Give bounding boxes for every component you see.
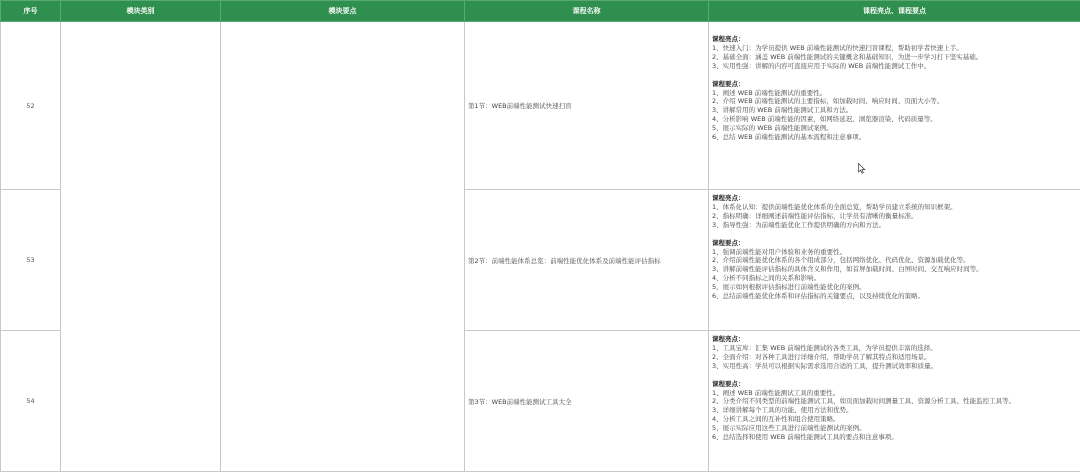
header-row — [1, 1, 1080, 22]
course-detail-cell — [709, 331, 1080, 472]
point-line: 4、分析不同指标之间的关系和影响。 — [712, 274, 1077, 283]
point-line: 1、阐述 WEB 前端性能测试的重要性。 — [712, 89, 1077, 98]
point-line: 1、强调前端性能对用户体验和业务的重要性。 — [712, 248, 1077, 257]
row-number: 52 — [1, 22, 61, 190]
course-name-cell: 第1节：WEB前端性能测试快速扫盲 — [465, 22, 709, 190]
course-name-cell: 第2节：前端性能体系总览：前端性能优化体系及前端性能评估指标 — [465, 190, 709, 331]
point-line: 4、分析工具之间的互补性和组合使用策略。 — [712, 415, 1077, 424]
point-line: 2、介绍 WEB 前端性能测试的主要指标，如加载时间、响应时间、页面大小等。 — [712, 97, 1077, 106]
point-line: 5、展示如何根据评估指标进行前端性能优化的案例。 — [712, 283, 1077, 292]
highlights-title: 课程亮点： — [712, 35, 1077, 44]
header-course-name: 课程名称 — [465, 1, 709, 22]
point-line: 2、介绍前端性能优化体系的各个组成部分，包括网络优化、代码优化、资源加载优化等。 — [712, 256, 1077, 265]
point-line: 6、总结选择和使用 WEB 前端性能测试工具的要点和注意事项。 — [712, 433, 1077, 442]
module-points-cell — [221, 22, 465, 472]
point-line: 4、分析影响 WEB 前端性能的因素，如网络延迟、浏览器渲染、代码质量等。 — [712, 115, 1077, 124]
module-category-cell — [61, 22, 221, 472]
point-line: 3、详细讲解每个工具的功能、使用方法和优势。 — [712, 406, 1077, 415]
point-line: 5、展示实际应用这些工具进行前端性能测试的案例。 — [712, 424, 1077, 433]
points-title: 课程要点： — [712, 239, 1077, 248]
highlight-line: 1、体系化认知：提供前端性能优化体系的全面总览，帮助学员建立系统的知识框架。 — [712, 203, 1077, 212]
point-line: 1、阐述 WEB 前端性能测试工具的重要性。 — [712, 389, 1077, 398]
highlight-line: 2、全面介绍：对各种工具进行详细介绍，帮助学员了解其特点和适用场景。 — [712, 353, 1077, 362]
row-number: 54 — [1, 331, 61, 472]
highlights-title: 课程亮点： — [712, 335, 1077, 344]
course-detail-cell — [709, 22, 1080, 190]
header-module-points: 模块要点 — [221, 1, 465, 22]
highlight-line: 1、快速入门：为学员提供 WEB 前端性能测试的快速扫盲课程，帮助初学者快速上手。 — [712, 44, 1077, 53]
point-line: 3、讲解前端性能评估指标的具体含义和作用，如首屏加载时间、白屏时间、交互响应时间等。 — [712, 265, 1077, 274]
highlights-title: 课程亮点： — [712, 194, 1077, 203]
point-line: 5、展示实际的 WEB 前端性能测试案例。 — [712, 124, 1077, 133]
points-title: 课程要点： — [712, 80, 1077, 89]
header-module-category: 模块类别 — [61, 1, 221, 22]
highlight-line: 2、指标明确：详细阐述前端性能评估指标，让学员有清晰的衡量标准。 — [712, 212, 1077, 221]
header-highlights-points: 课程亮点、课程要点 — [709, 1, 1080, 22]
point-line: 6、总结前端性能优化体系和评估指标的关键要点，以及持续优化的策略。 — [712, 292, 1077, 301]
highlight-line: 3、指导性强：为前端性能优化工作提供明确的方向和方法。 — [712, 221, 1077, 230]
highlight-line: 1、工具宝库：汇集 WEB 前端性能测试的各类工具，为学员提供丰富的选择。 — [712, 344, 1077, 353]
highlight-line: 3、实用性高：学员可以根据实际需求选用合适的工具，提升测试效率和质量。 — [712, 362, 1077, 371]
point-line: 3、讲解常用的 WEB 前端性能测试工具和方法。 — [712, 106, 1077, 115]
course-detail-cell — [709, 190, 1080, 331]
header-no: 序号 — [1, 1, 61, 22]
highlight-line: 3、实用性强：讲解的内容可直接应用于实际的 WEB 前端性能测试工作中。 — [712, 62, 1077, 71]
course-name-cell: 第3节：WEB前端性能测试工具大全 — [465, 331, 709, 472]
points-title: 课程要点： — [712, 380, 1077, 389]
point-line: 6、总结 WEB 前端性能测试的基本流程和注意事项。 — [712, 133, 1077, 142]
row-number: 53 — [1, 190, 61, 331]
mouse-cursor-icon — [858, 163, 866, 174]
highlight-line: 2、基础全面：涵盖 WEB 前端性能测试的关键概念和基础知识，为进一步学习打下坚实基础。 — [712, 53, 1077, 62]
table-row — [1, 22, 1080, 190]
point-line: 2、分类介绍不同类型的前端性能测试工具，如页面加载时间测量工具、资源分析工具、性能监控工具等。 — [712, 397, 1077, 406]
